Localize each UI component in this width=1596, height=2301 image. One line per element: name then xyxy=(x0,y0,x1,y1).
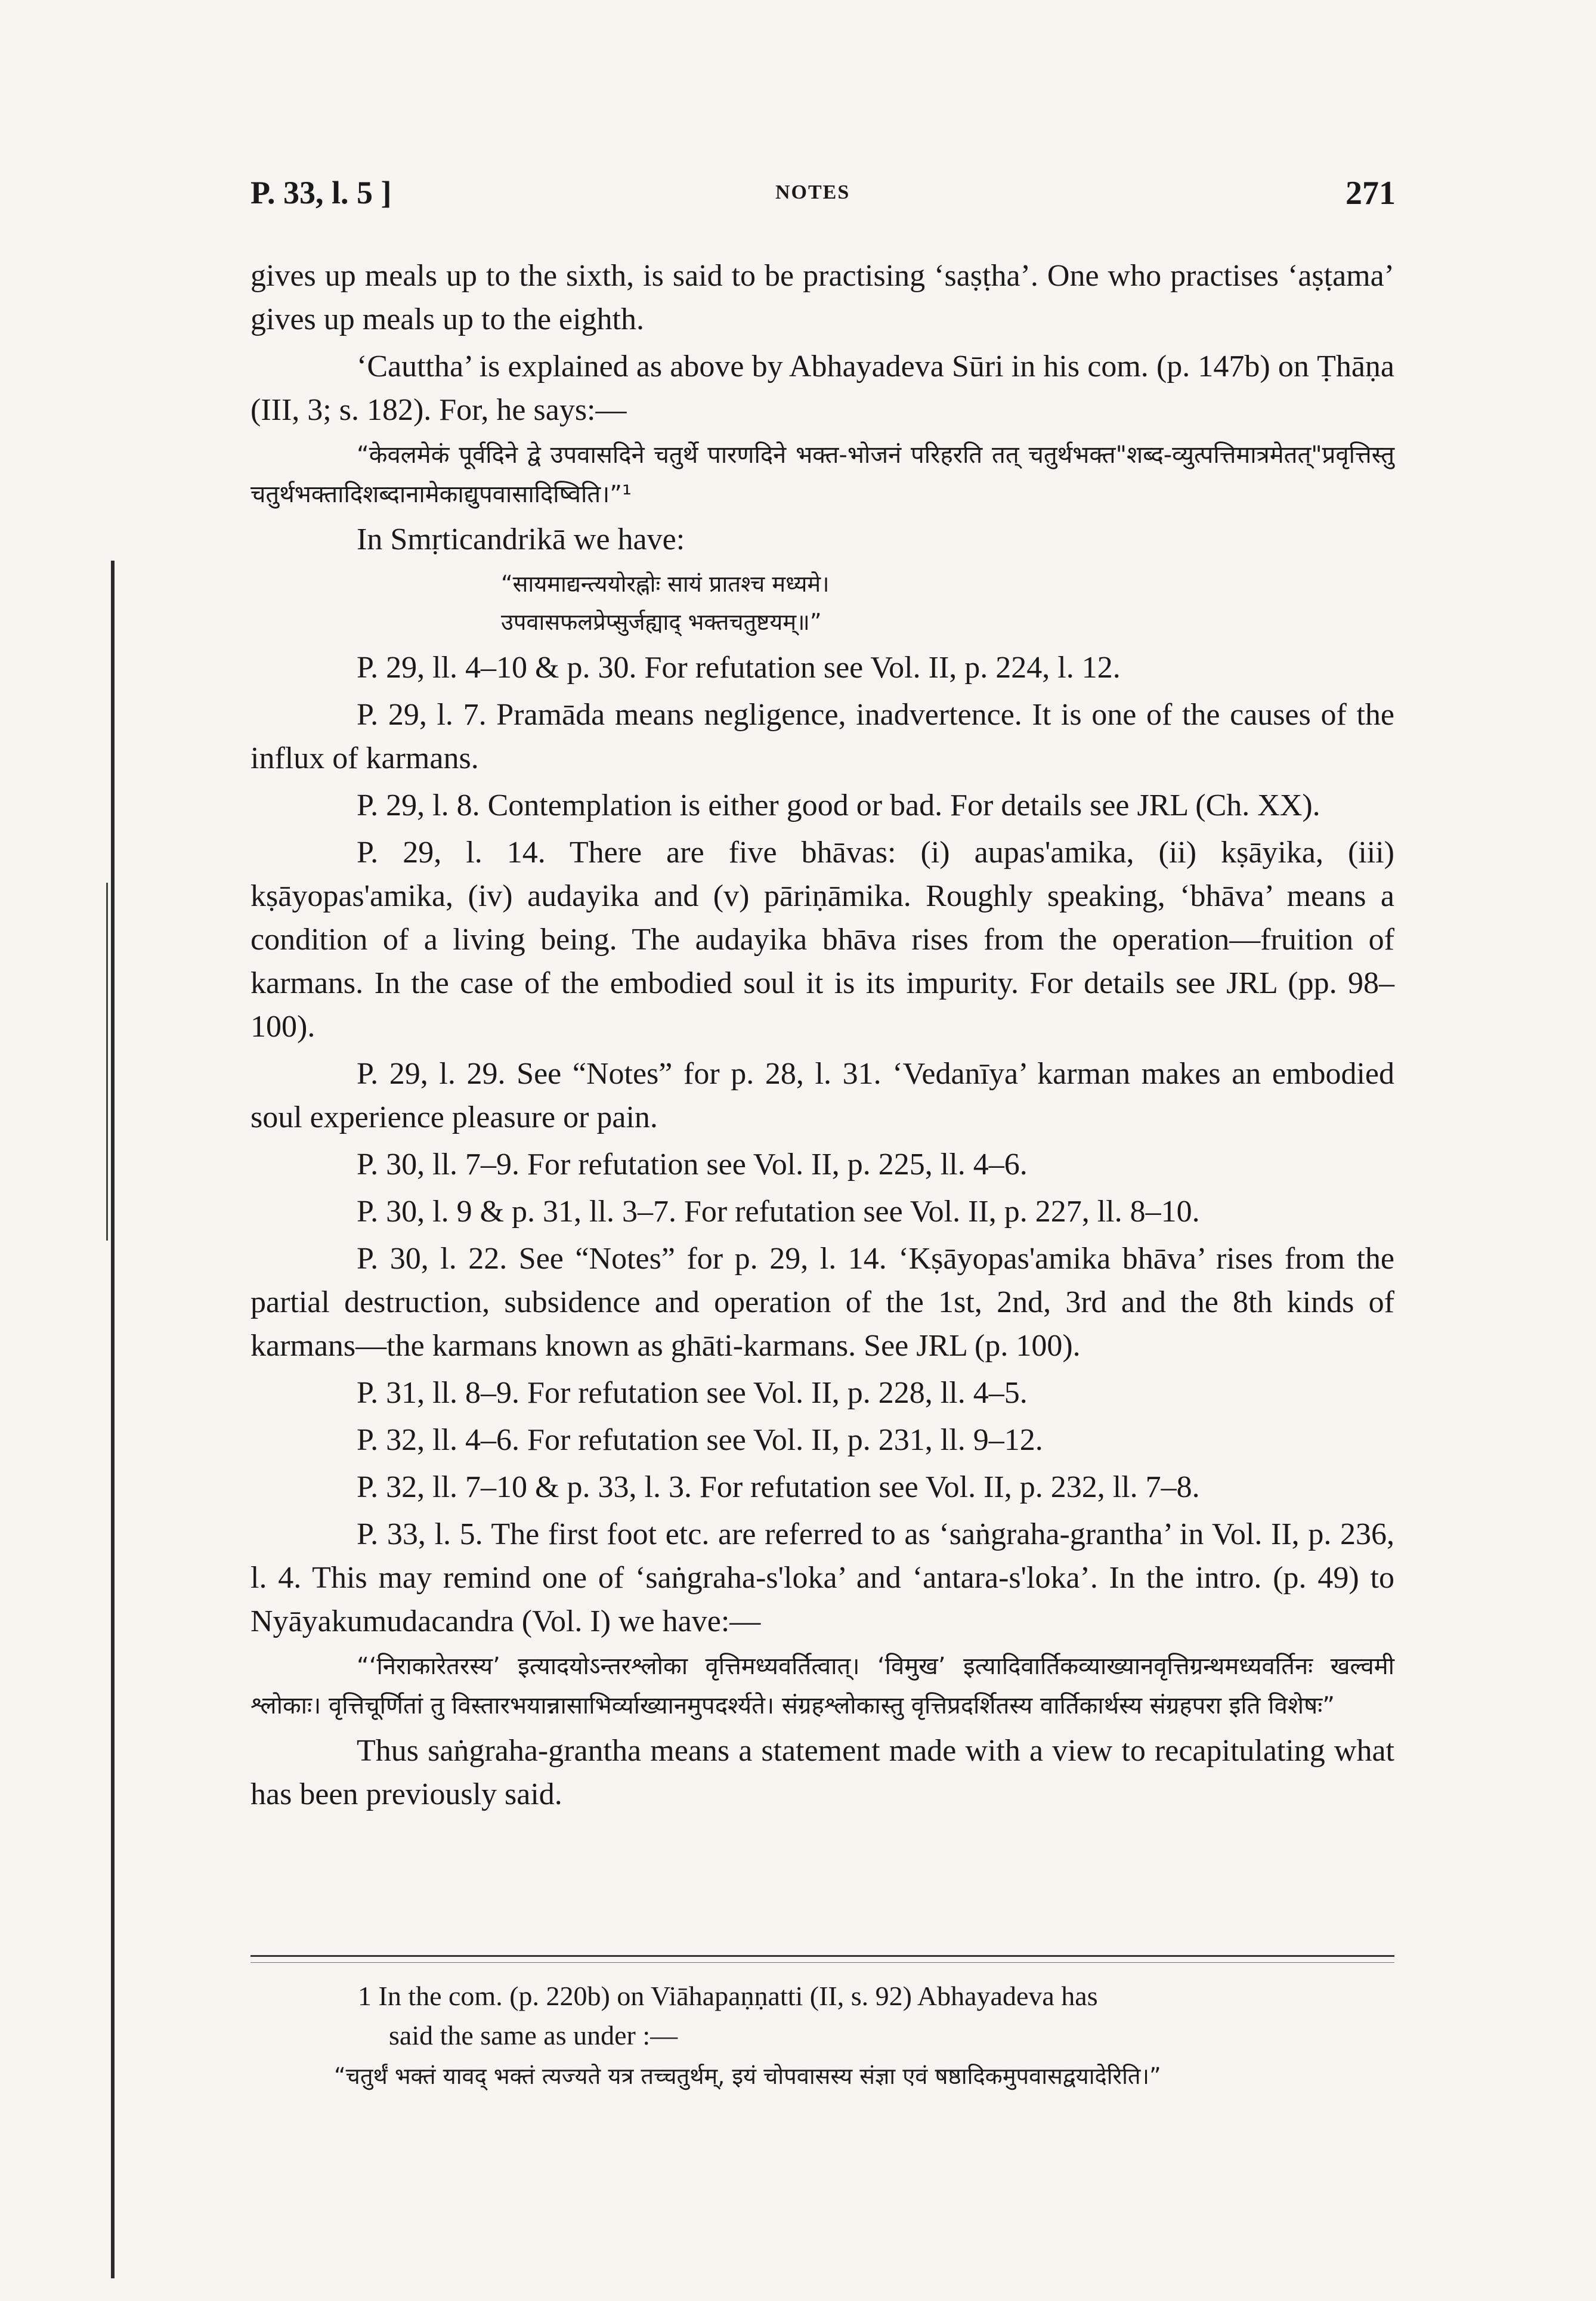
paragraph: P. 30, l. 9 & p. 31, ll. 3–7. For refutation see Vol. II, p. 227, ll. 8–10. xyxy=(357,1195,1200,1229)
paragraph: P. 29, l. 14. There are five bhāvas: (i) aupas'amika, (ii) kṣāyika, (iii) kṣāyopas'amika, (iv) audayika and (v) pāriṇāmika. Roughly speaking, ‘bhāva’ means a condition of a living being. The audayika bhāva rises from the operation—fruition of karmans. In the case of the embodied soul it is its impurity. For details see JRL (pp. 98–100). xyxy=(250,836,1394,1044)
paragraph: P. 32, ll. 7–10 & p. 33, l. 3. For refutation see Vol. II, p. 232, ll. 7–8. xyxy=(357,1470,1200,1504)
sanskrit-quote: “‘निराकारेतरस्य’ इत्यादयोऽन्तरश्लोका वृत्तिमध्यवर्तित्वात्। ‘विमुख’ इत्यादिवार्तिकव्याख्यानवृत्तिग्रन्थमध्यवर्तिनः खल्वमी श्लोकाः। वृत्तिचूर्णितां तु विस्तारभयान्नासाभिर्व्याख्यानमुपदर्श्यते। संग्रहश्लोकास्तु वृत्तिप्रदर्शितस्य वार्तिकार्थस्य संग्रहपरा इति विशेषः” xyxy=(250,1653,1394,1719)
paragraph: P. 29, l. 29. See “Notes” for p. 28, l. 31. ‘Vedanīya’ karman makes an embodied soul experience pleasure or pain. xyxy=(250,1057,1394,1134)
paragraph: In Smṛticandrikā we have: xyxy=(357,522,685,556)
page-number: 271 xyxy=(1346,175,1396,212)
left-margin-mark xyxy=(106,883,108,1241)
left-margin-line xyxy=(111,561,115,2278)
running-header xyxy=(250,174,1396,210)
paragraph: P. 31, ll. 8–9. For refutation see Vol. II, p. 228, ll. 4–5. xyxy=(357,1376,1028,1410)
paragraph: P. 29, ll. 4–10 & p. 30. For refutation see Vol. II, p. 224, l. 12. xyxy=(357,651,1121,685)
footnote-rule-thin xyxy=(250,1962,1394,1963)
verse-line: “सायमाद्यन्त्ययोरह्नोः सायं प्रातश्च मध्यमे। xyxy=(501,571,830,597)
paragraph: P. 33, l. 5. The first foot etc. are referred to as ‘saṅgraha-grantha’ in Vol. II, p. 236, l. 4. This may remind one of ‘saṅgraha-s'loka’ and ‘antara-s'loka’. In the intro. (p. 49) to Nyāyakumudacandra (Vol. I) we have:— xyxy=(250,1517,1394,1638)
footnote xyxy=(250,1977,1394,2097)
paragraph: ‘Cauttha’ is explained as above by Abhayadeva Sūri in his com. (p. 147b) on Ṭhāṇa (III, 3; s. 182). For, he says:— xyxy=(250,350,1394,427)
paragraph: P. 32, ll. 4–6. For refutation see Vol. II, p. 231, ll. 9–12. xyxy=(357,1423,1043,1457)
footnote-quote: “चतुर्थं भक्तं यावद् भक्तं त्यज्यते यत्र तच्चतुर्थम्, इयं चोपवासस्य संज्ञा एवं षष्ठादिकमुपवासद्वयादेरिति।” xyxy=(334,2063,1161,2089)
footnote-rule xyxy=(250,1955,1394,1957)
header-reference: P. 33, l. 5 ] xyxy=(250,175,392,211)
verse-line: उपवासफलप्रेप्सुर्जह्याद् भक्तचतुष्टयम्॥” xyxy=(501,609,822,635)
paragraph: P. 29, l. 7. Pramāda means negligence, inadvertence. It is one of the causes of the influx of karmans. xyxy=(250,698,1394,775)
paragraph: gives up meals up to the sixth, is said to be practising ‘saṣṭha’. One who practises ‘aṣṭama’ gives up meals up to the eighth. xyxy=(250,259,1394,336)
paragraph: P. 29, l. 8. Contemplation is either good or bad. For details see JRL (Ch. XX). xyxy=(357,788,1320,822)
sanskrit-quote: “केवलमेकं पूर्वदिने द्वे उपवासदिने चतुर्थे पारणदिने भक्त-भोजनं परिहरति तत् चतुर्थभक्त"शब्द-व्युत्पत्तिमात्रमेतत्"प्रवृत्तिस्तु चतुर्थभक्तादिशब्दानामेकाद्युपवासादिष्विति।”¹ xyxy=(250,441,1394,508)
footnote-text: 1 In the com. (p. 220b) on Viāhapaṇṇatti (II, s. 92) Abhayadeva has xyxy=(358,1981,1098,2011)
main-text xyxy=(250,254,1394,1820)
footnote-text: said the same as under :— xyxy=(389,2020,678,2051)
header-title: NOTES xyxy=(775,181,850,203)
paragraph: Thus saṅgraha-grantha means a statement made with a view to recapitulating what has been previously said. xyxy=(250,1734,1394,1811)
paragraph: P. 30, l. 22. See “Notes” for p. 29, l. 14. ‘Kṣāyopas'amika bhāva’ rises from the partial destruction, subsidence and operation of the 1st, 2nd, 3rd and the 8th kinds of karmans—the karmans known as ghāti-karmans. See JRL (p. 100). xyxy=(250,1242,1394,1363)
paragraph: P. 30, ll. 7–9. For refutation see Vol. II, p. 225, ll. 4–6. xyxy=(357,1148,1028,1182)
sanskrit-verse xyxy=(250,565,1394,641)
